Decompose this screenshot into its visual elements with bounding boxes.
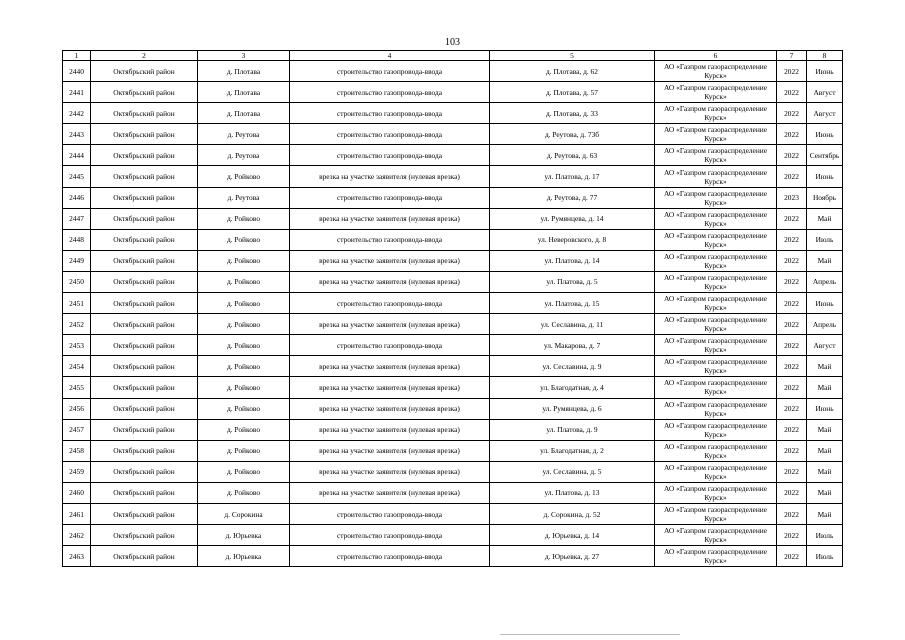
row-number-cell: 2454	[63, 356, 91, 377]
settlement-cell: д. Ройково	[198, 293, 290, 314]
row-number-cell: 2451	[63, 293, 91, 314]
settlement-cell: д. Реутова	[198, 187, 290, 208]
district-cell: Октябрьский район	[91, 503, 198, 524]
table-row	[63, 124, 843, 145]
address-cell: ул. Макарова, д. 7	[490, 335, 655, 356]
address-cell: д. Реутова, д. 73б	[490, 124, 655, 145]
table-row	[63, 271, 843, 292]
district-cell: Октябрьский район	[91, 208, 198, 229]
month-cell: Июль	[807, 546, 843, 567]
address-cell: д. Реутова, д. 63	[490, 145, 655, 166]
settlement-cell: д. Реутова	[198, 145, 290, 166]
column-header: 5	[490, 51, 655, 61]
row-number-cell: 2453	[63, 335, 91, 356]
organization-cell: АО «Газпром газораспределение Курск»	[655, 419, 777, 440]
address-cell: д. Юрьевка, д. 27	[490, 546, 655, 567]
table-row	[63, 482, 843, 503]
year-cell: 2022	[777, 503, 807, 524]
organization-cell: АО «Газпром газораспределение Курск»	[655, 229, 777, 250]
row-number-cell: 2457	[63, 419, 91, 440]
district-cell: Октябрьский район	[91, 229, 198, 250]
row-number-cell: 2460	[63, 482, 91, 503]
district-cell: Октябрьский район	[91, 335, 198, 356]
organization-cell: АО «Газпром газораспределение Курск»	[655, 314, 777, 335]
district-cell: Октябрьский район	[91, 440, 198, 461]
work-type-cell: врезка на участке заявителя (нулевая врезка)	[290, 398, 490, 419]
year-cell: 2022	[777, 82, 807, 103]
organization-cell: АО «Газпром газораспределение Курск»	[655, 271, 777, 292]
organization-cell: АО «Газпром газораспределение Курск»	[655, 293, 777, 314]
table-row	[63, 461, 843, 482]
address-cell: ул. Сеславина, д. 5	[490, 461, 655, 482]
year-cell: 2022	[777, 271, 807, 292]
work-type-cell: строительство газопровода-ввода	[290, 145, 490, 166]
settlement-cell: д. Юрьевка	[198, 525, 290, 546]
work-type-cell: врезка на участке заявителя (нулевая врезка)	[290, 377, 490, 398]
district-cell: Октябрьский район	[91, 82, 198, 103]
year-cell: 2022	[777, 377, 807, 398]
district-cell: Октябрьский район	[91, 250, 198, 271]
organization-cell: АО «Газпром газораспределение Курск»	[655, 61, 777, 82]
row-number-cell: 2452	[63, 314, 91, 335]
table-row	[63, 293, 843, 314]
address-cell: ул. Платова, д. 13	[490, 482, 655, 503]
table-row	[63, 187, 843, 208]
month-cell: Июнь	[807, 293, 843, 314]
row-number-cell: 2447	[63, 208, 91, 229]
row-number-cell: 2461	[63, 503, 91, 524]
month-cell: Май	[807, 208, 843, 229]
month-cell: Сентябрь	[807, 145, 843, 166]
table-row	[63, 208, 843, 229]
work-type-cell: строительство газопровода-ввода	[290, 335, 490, 356]
row-number-cell: 2449	[63, 250, 91, 271]
district-cell: Октябрьский район	[91, 377, 198, 398]
district-cell: Октябрьский район	[91, 546, 198, 567]
row-number-cell: 2458	[63, 440, 91, 461]
table-row	[63, 419, 843, 440]
table-row	[63, 335, 843, 356]
organization-cell: АО «Газпром газораспределение Курск»	[655, 208, 777, 229]
year-cell: 2022	[777, 293, 807, 314]
year-cell: 2022	[777, 419, 807, 440]
address-cell: ул. Благодатная, д. 4	[490, 377, 655, 398]
settlement-cell: д. Ройково	[198, 250, 290, 271]
month-cell: Июнь	[807, 398, 843, 419]
registry-table	[62, 50, 843, 567]
row-number-cell: 2443	[63, 124, 91, 145]
row-number-cell: 2446	[63, 187, 91, 208]
work-type-cell: строительство газопровода-ввода	[290, 61, 490, 82]
year-cell: 2022	[777, 314, 807, 335]
work-type-cell: строительство газопровода-ввода	[290, 503, 490, 524]
year-cell: 2022	[777, 250, 807, 271]
month-cell: Май	[807, 377, 843, 398]
address-cell: ул. Сеславина, д. 9	[490, 356, 655, 377]
organization-cell: АО «Газпром газораспределение Курск»	[655, 377, 777, 398]
organization-cell: АО «Газпром газораспределение Курск»	[655, 250, 777, 271]
month-cell: Май	[807, 419, 843, 440]
settlement-cell: д. Сорокина	[198, 503, 290, 524]
row-number-cell: 2444	[63, 145, 91, 166]
address-cell: ул. Платова, д. 9	[490, 419, 655, 440]
district-cell: Октябрьский район	[91, 398, 198, 419]
column-header: 8	[807, 51, 843, 61]
table-row	[63, 440, 843, 461]
organization-cell: АО «Газпром газораспределение Курск»	[655, 335, 777, 356]
district-cell: Октябрьский район	[91, 525, 198, 546]
organization-cell: АО «Газпром газораспределение Курск»	[655, 546, 777, 567]
district-cell: Октябрьский район	[91, 314, 198, 335]
settlement-cell: д. Ройково	[198, 377, 290, 398]
column-header: 4	[290, 51, 490, 61]
table-row	[63, 82, 843, 103]
work-type-cell: врезка на участке заявителя (нулевая врезка)	[290, 208, 490, 229]
column-header: 3	[198, 51, 290, 61]
address-cell: ул. Платова, д. 5	[490, 271, 655, 292]
organization-cell: АО «Газпром газораспределение Курск»	[655, 440, 777, 461]
address-cell: ул. Платова, д. 17	[490, 166, 655, 187]
organization-cell: АО «Газпром газораспределение Курск»	[655, 82, 777, 103]
work-type-cell: врезка на участке заявителя (нулевая врезка)	[290, 440, 490, 461]
organization-cell: АО «Газпром газораспределение Курск»	[655, 166, 777, 187]
address-cell: ул. Платова, д. 15	[490, 293, 655, 314]
work-type-cell: строительство газопровода-ввода	[290, 525, 490, 546]
district-cell: Октябрьский район	[91, 482, 198, 503]
row-number-cell: 2441	[63, 82, 91, 103]
work-type-cell: строительство газопровода-ввода	[290, 103, 490, 124]
column-header: 2	[91, 51, 198, 61]
organization-cell: АО «Газпром газораспределение Курск»	[655, 187, 777, 208]
work-type-cell: врезка на участке заявителя (нулевая врезка)	[290, 166, 490, 187]
address-cell: ул. Сеславина, д. 11	[490, 314, 655, 335]
district-cell: Октябрьский район	[91, 293, 198, 314]
organization-cell: АО «Газпром газораспределение Курск»	[655, 103, 777, 124]
table-row	[63, 314, 843, 335]
row-number-cell: 2463	[63, 546, 91, 567]
organization-cell: АО «Газпром газораспределение Курск»	[655, 461, 777, 482]
row-number-cell: 2459	[63, 461, 91, 482]
page-edge-mark	[500, 634, 680, 635]
month-cell: Апрель	[807, 314, 843, 335]
settlement-cell: д. Ройково	[198, 335, 290, 356]
year-cell: 2022	[777, 124, 807, 145]
settlement-cell: д. Ройково	[198, 419, 290, 440]
month-cell: Июнь	[807, 61, 843, 82]
year-cell: 2022	[777, 335, 807, 356]
month-cell: Май	[807, 250, 843, 271]
year-cell: 2022	[777, 103, 807, 124]
settlement-cell: д. Ройково	[198, 166, 290, 187]
year-cell: 2022	[777, 208, 807, 229]
work-type-cell: врезка на участке заявителя (нулевая врезка)	[290, 250, 490, 271]
page-number: 103	[445, 37, 460, 48]
year-cell: 2022	[777, 398, 807, 419]
month-cell: Июнь	[807, 124, 843, 145]
address-cell: ул. Неверовского, д. 8	[490, 229, 655, 250]
month-cell: Июль	[807, 229, 843, 250]
year-cell: 2022	[777, 61, 807, 82]
settlement-cell: д. Реутова	[198, 124, 290, 145]
year-cell: 2022	[777, 356, 807, 377]
table-row	[63, 145, 843, 166]
row-number-cell: 2442	[63, 103, 91, 124]
settlement-cell: д. Ройково	[198, 398, 290, 419]
table-row	[63, 229, 843, 250]
table-row	[63, 503, 843, 524]
district-cell: Октябрьский район	[91, 103, 198, 124]
district-cell: Октябрьский район	[91, 124, 198, 145]
settlement-cell: д. Плотава	[198, 103, 290, 124]
row-number-cell: 2462	[63, 525, 91, 546]
column-header: 7	[777, 51, 807, 61]
row-number-cell: 2455	[63, 377, 91, 398]
year-cell: 2022	[777, 546, 807, 567]
address-cell: ул. Платова, д. 14	[490, 250, 655, 271]
organization-cell: АО «Газпром газораспределение Курск»	[655, 356, 777, 377]
address-cell: д. Плотава, д. 57	[490, 82, 655, 103]
table-row	[63, 398, 843, 419]
organization-cell: АО «Газпром газораспределение Курск»	[655, 398, 777, 419]
table-row	[63, 546, 843, 567]
work-type-cell: строительство газопровода-ввода	[290, 82, 490, 103]
work-type-cell: врезка на участке заявителя (нулевая врезка)	[290, 419, 490, 440]
work-type-cell: строительство газопровода-ввода	[290, 229, 490, 250]
month-cell: Апрель	[807, 271, 843, 292]
month-cell: Май	[807, 461, 843, 482]
settlement-cell: д. Ройково	[198, 461, 290, 482]
table-row	[63, 377, 843, 398]
header-row	[63, 51, 843, 61]
table-row	[63, 61, 843, 82]
settlement-cell: д. Плотава	[198, 61, 290, 82]
work-type-cell: врезка на участке заявителя (нулевая врезка)	[290, 271, 490, 292]
month-cell: Май	[807, 356, 843, 377]
table-row	[63, 166, 843, 187]
year-cell: 2022	[777, 461, 807, 482]
work-type-cell: врезка на участке заявителя (нулевая врезка)	[290, 356, 490, 377]
table-row	[63, 356, 843, 377]
month-cell: Август	[807, 335, 843, 356]
month-cell: Май	[807, 503, 843, 524]
month-cell: Июль	[807, 525, 843, 546]
work-type-cell: врезка на участке заявителя (нулевая врезка)	[290, 314, 490, 335]
district-cell: Октябрьский район	[91, 419, 198, 440]
table-row	[63, 525, 843, 546]
settlement-cell: д. Плотава	[198, 82, 290, 103]
organization-cell: АО «Газпром газораспределение Курск»	[655, 503, 777, 524]
work-type-cell: строительство газопровода-ввода	[290, 546, 490, 567]
settlement-cell: д. Ройково	[198, 208, 290, 229]
organization-cell: АО «Газпром газораспределение Курск»	[655, 145, 777, 166]
district-cell: Октябрьский район	[91, 61, 198, 82]
settlement-cell: д. Ройково	[198, 314, 290, 335]
column-header: 6	[655, 51, 777, 61]
row-number-cell: 2448	[63, 229, 91, 250]
district-cell: Октябрьский район	[91, 187, 198, 208]
table-body	[63, 61, 843, 567]
address-cell: д. Реутова, д. 77	[490, 187, 655, 208]
row-number-cell: 2450	[63, 271, 91, 292]
district-cell: Октябрьский район	[91, 271, 198, 292]
settlement-cell: д. Юрьевка	[198, 546, 290, 567]
district-cell: Октябрьский район	[91, 145, 198, 166]
work-type-cell: строительство газопровода-ввода	[290, 124, 490, 145]
address-cell: ул. Благодатная, д. 2	[490, 440, 655, 461]
settlement-cell: д. Ройково	[198, 482, 290, 503]
address-cell: ул. Румянцева, д. 6	[490, 398, 655, 419]
work-type-cell: врезка на участке заявителя (нулевая врезка)	[290, 482, 490, 503]
year-cell: 2022	[777, 525, 807, 546]
year-cell: 2022	[777, 166, 807, 187]
row-number-cell: 2445	[63, 166, 91, 187]
column-header: 1	[63, 51, 91, 61]
year-cell: 2022	[777, 145, 807, 166]
settlement-cell: д. Ройково	[198, 271, 290, 292]
settlement-cell: д. Ройково	[198, 229, 290, 250]
month-cell: Ноябрь	[807, 187, 843, 208]
row-number-cell: 2456	[63, 398, 91, 419]
year-cell: 2023	[777, 187, 807, 208]
address-cell: д. Юрьевка, д. 14	[490, 525, 655, 546]
organization-cell: АО «Газпром газораспределение Курск»	[655, 525, 777, 546]
month-cell: Май	[807, 482, 843, 503]
district-cell: Октябрьский район	[91, 166, 198, 187]
row-number-cell: 2440	[63, 61, 91, 82]
year-cell: 2022	[777, 482, 807, 503]
address-cell: д. Сорокина, д. 52	[490, 503, 655, 524]
district-cell: Октябрьский район	[91, 461, 198, 482]
table-row	[63, 250, 843, 271]
district-cell: Октябрьский район	[91, 356, 198, 377]
settlement-cell: д. Ройково	[198, 440, 290, 461]
address-cell: д. Плотава, д. 62	[490, 61, 655, 82]
month-cell: Август	[807, 103, 843, 124]
address-cell: ул. Румянцева, д. 14	[490, 208, 655, 229]
month-cell: Июнь	[807, 166, 843, 187]
year-cell: 2022	[777, 440, 807, 461]
year-cell: 2022	[777, 229, 807, 250]
month-cell: Август	[807, 82, 843, 103]
table-row	[63, 103, 843, 124]
work-type-cell: врезка на участке заявителя (нулевая врезка)	[290, 461, 490, 482]
work-type-cell: строительство газопровода-ввода	[290, 293, 490, 314]
address-cell: д. Плотава, д. 33	[490, 103, 655, 124]
organization-cell: АО «Газпром газораспределение Курск»	[655, 482, 777, 503]
settlement-cell: д. Ройково	[198, 356, 290, 377]
work-type-cell: строительство газопровода-ввода	[290, 187, 490, 208]
organization-cell: АО «Газпром газораспределение Курск»	[655, 124, 777, 145]
month-cell: Май	[807, 440, 843, 461]
